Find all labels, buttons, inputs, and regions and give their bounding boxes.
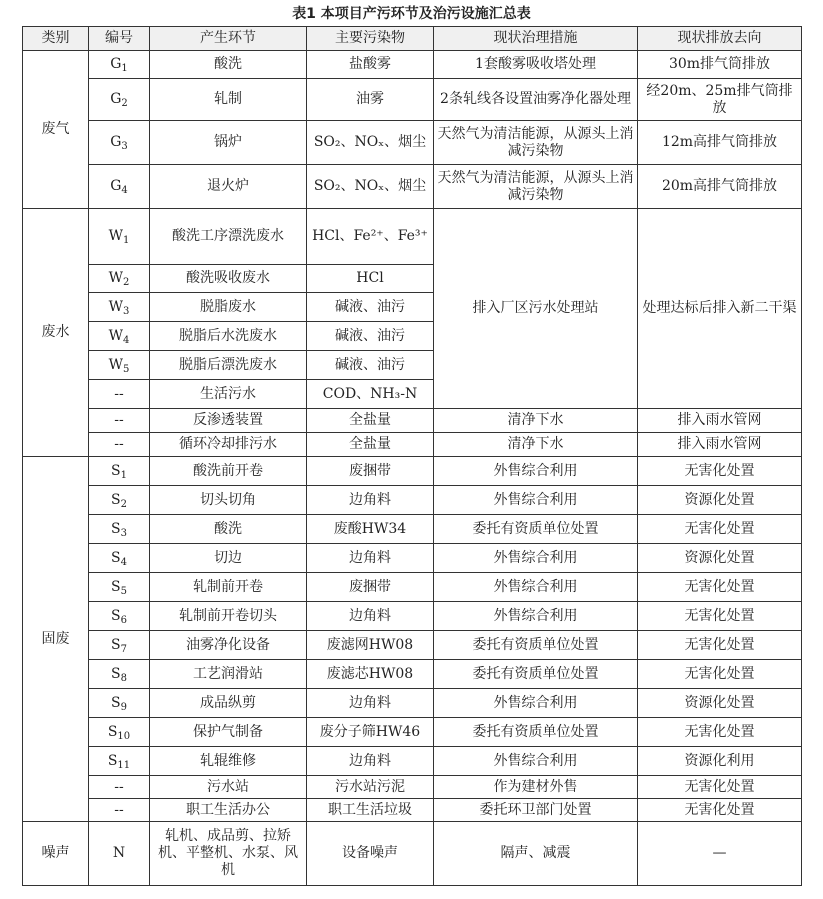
- code-cell: $G_4$: [89, 165, 150, 209]
- table-row: [23, 776, 802, 799]
- pollutant-cell: 废滤网HW08: [307, 631, 434, 660]
- pollutant-cell: 边角料: [307, 747, 434, 776]
- code-cell: $W_5$: [89, 351, 150, 380]
- code-cell: $G_1$: [89, 51, 150, 79]
- pollutant-cell: 废滤芯HW08: [307, 660, 434, 689]
- stage-cell: 轧制前开卷切头: [150, 602, 307, 631]
- measure-cell: 天然气为清洁能源，从源头上消减污染物: [434, 165, 638, 209]
- discharge-cell: 30m排气筒排放: [638, 51, 802, 79]
- pollution-summary-table: [22, 26, 802, 886]
- stage-cell: 反渗透装置: [150, 409, 307, 433]
- discharge-cell: 排入雨水管网: [638, 409, 802, 433]
- code-cell: $S_4$: [89, 544, 150, 573]
- code-cell: $S_9$: [89, 689, 150, 718]
- header-stage: 产生环节: [150, 27, 307, 51]
- header-pollutant: 主要污染物: [307, 27, 434, 51]
- stage-cell: 锅炉: [150, 121, 307, 165]
- table-row: [23, 457, 802, 486]
- pollutant-cell: 全盐量: [307, 409, 434, 433]
- code-cell: --: [89, 380, 150, 409]
- stage-cell: 酸洗工序漂洗废水: [150, 209, 307, 265]
- measure-cell: 委托有资质单位处置: [434, 631, 638, 660]
- table-row: [23, 433, 802, 457]
- pollutant-cell: 碱液、油污: [307, 322, 434, 351]
- table-row: [23, 799, 802, 822]
- measure-cell: 清净下水: [434, 433, 638, 457]
- stage-cell: 生活污水: [150, 380, 307, 409]
- pollutant-cell: 油雾: [307, 79, 434, 121]
- table-row: [23, 51, 802, 79]
- stage-cell: 脱脂后水洗废水: [150, 322, 307, 351]
- code-cell: $W_1$: [89, 209, 150, 265]
- stage-cell: 酸洗: [150, 515, 307, 544]
- measure-cell: 清净下水: [434, 409, 638, 433]
- category-cell-water: 废水: [23, 209, 89, 457]
- stage-cell: 酸洗吸收废水: [150, 265, 307, 293]
- measure-cell: 外售综合利用: [434, 544, 638, 573]
- header-discharge: 现状排放去向: [638, 27, 802, 51]
- code-cell: $W_4$: [89, 322, 150, 351]
- table-row: [23, 718, 802, 747]
- table-row: [23, 121, 802, 165]
- pollutant-cell: 碱液、油污: [307, 293, 434, 322]
- table-row: [23, 79, 802, 121]
- code-cell: $S_1$: [89, 457, 150, 486]
- measure-cell: 作为建材外售: [434, 776, 638, 799]
- code-cell: $S_8$: [89, 660, 150, 689]
- pollutant-cell: 废捆带: [307, 573, 434, 602]
- table-caption: 表1 本项目产污环节及治污设施汇总表: [292, 6, 531, 22]
- header-category: 类别: [23, 27, 89, 51]
- discharge-cell: 无害化处置: [638, 776, 802, 799]
- discharge-cell: 无害化处置: [638, 457, 802, 486]
- measure-cell: 外售综合利用: [434, 602, 638, 631]
- code-cell: $S_7$: [89, 631, 150, 660]
- pollutant-cell: 废捆带: [307, 457, 434, 486]
- table-row: [23, 573, 802, 602]
- pollutant-cell: 污水站污泥: [307, 776, 434, 799]
- code-cell: --: [89, 776, 150, 799]
- code-cell: $G_3$: [89, 121, 150, 165]
- discharge-cell: 经20m、25m排气筒排放: [638, 79, 802, 121]
- discharge-cell: 无害化处置: [638, 799, 802, 822]
- table-row: [23, 209, 802, 265]
- stage-cell: 脱脂后漂洗废水: [150, 351, 307, 380]
- table-row: [23, 515, 802, 544]
- header-code: 编号: [89, 27, 150, 51]
- code-cell: $S_6$: [89, 602, 150, 631]
- code-cell: $S_{11}$: [89, 747, 150, 776]
- table-row: [23, 631, 802, 660]
- measure-cell: 天然气为清洁能源，从源头上消减污染物: [434, 121, 638, 165]
- pollutant-cell: 边角料: [307, 544, 434, 573]
- stage-cell: 职工生活办公: [150, 799, 307, 822]
- table-row: [23, 165, 802, 209]
- category-cell-solid: 固废: [23, 457, 89, 822]
- category-cell-gas: 废气: [23, 51, 89, 209]
- discharge-cell: 12m高排气筒排放: [638, 121, 802, 165]
- discharge-cell: 无害化处置: [638, 660, 802, 689]
- pollutant-cell: HCl: [307, 265, 434, 293]
- discharge-cell: 无害化处置: [638, 631, 802, 660]
- table-row: [23, 689, 802, 718]
- stage-cell: 轧制: [150, 79, 307, 121]
- pollutant-cell: 废分子筛HW46: [307, 718, 434, 747]
- measure-cell: 外售综合利用: [434, 486, 638, 515]
- pollutant-cell: 边角料: [307, 486, 434, 515]
- stage-cell: 成品纵剪: [150, 689, 307, 718]
- discharge-cell: —: [638, 822, 802, 886]
- measure-cell: 委托有资质单位处置: [434, 660, 638, 689]
- discharge-cell: 20m高排气筒排放: [638, 165, 802, 209]
- measure-cell: 外售综合利用: [434, 689, 638, 718]
- code-cell: $S_2$: [89, 486, 150, 515]
- stage-cell: 酸洗: [150, 51, 307, 79]
- pollutant-cell: 边角料: [307, 602, 434, 631]
- header-row: [23, 27, 802, 51]
- table-row: [23, 544, 802, 573]
- measure-cell: 外售综合利用: [434, 457, 638, 486]
- measure-cell: 2条轧线各设置油雾净化器处理: [434, 79, 638, 121]
- code-cell: $W_3$: [89, 293, 150, 322]
- discharge-cell: 资源化利用: [638, 747, 802, 776]
- stage-cell: 污水站: [150, 776, 307, 799]
- stage-cell: 切边: [150, 544, 307, 573]
- measure-cell: 委托环卫部门处置: [434, 799, 638, 822]
- stage-cell: 酸洗前开卷: [150, 457, 307, 486]
- table-row: [23, 486, 802, 515]
- table-row: [23, 660, 802, 689]
- code-cell: --: [89, 799, 150, 822]
- measure-cell: 隔声、减震: [434, 822, 638, 886]
- discharge-cell: 无害化处置: [638, 602, 802, 631]
- pollutant-cell: 职工生活垃圾: [307, 799, 434, 822]
- pollutant-cell: 边角料: [307, 689, 434, 718]
- stage-cell: 油雾净化设备: [150, 631, 307, 660]
- stage-cell: 切头切角: [150, 486, 307, 515]
- table-row: [23, 747, 802, 776]
- code-cell: $S_{10}$: [89, 718, 150, 747]
- table-row: [23, 822, 802, 886]
- discharge-cell: 资源化处置: [638, 544, 802, 573]
- pollutant-cell: 碱液、油污: [307, 351, 434, 380]
- stage-cell: 轧辊维修: [150, 747, 307, 776]
- discharge-cell: 资源化处置: [638, 486, 802, 515]
- pollutant-cell: HCl、Fe²⁺、Fe³⁺: [307, 209, 434, 265]
- pollutant-cell: COD、NH₃-N: [307, 380, 434, 409]
- discharge-cell: 无害化处置: [638, 573, 802, 602]
- stage-cell: 轧机、成品剪、拉矫机、平整机、水泵、风机: [150, 822, 307, 886]
- pollutant-cell: 盐酸雾: [307, 51, 434, 79]
- code-cell: $G_2$: [89, 79, 150, 121]
- code-cell: N: [89, 822, 150, 886]
- code-cell: $W_2$: [89, 265, 150, 293]
- pollutant-cell: 废酸HW34: [307, 515, 434, 544]
- measure-cell: 外售综合利用: [434, 747, 638, 776]
- stage-cell: 循环冷却排污水: [150, 433, 307, 457]
- pollutant-cell: SO₂、NOₓ、烟尘: [307, 121, 434, 165]
- stage-cell: 工艺润滑站: [150, 660, 307, 689]
- stage-cell: 保护气制备: [150, 718, 307, 747]
- code-cell: --: [89, 433, 150, 457]
- discharge-cell: 无害化处置: [638, 718, 802, 747]
- category-cell-noise: 噪声: [23, 822, 89, 886]
- pollutant-cell: 设备噪声: [307, 822, 434, 886]
- discharge-cell: 无害化处置: [638, 515, 802, 544]
- measure-cell-merged: 排入厂区污水处理站: [434, 209, 638, 409]
- table-row: [23, 602, 802, 631]
- code-cell: $S_5$: [89, 573, 150, 602]
- stage-cell: 轧制前开卷: [150, 573, 307, 602]
- header-measure: 现状治理措施: [434, 27, 638, 51]
- pollutant-cell: 全盐量: [307, 433, 434, 457]
- stage-cell: 退火炉: [150, 165, 307, 209]
- discharge-cell-merged: 处理达标后排入新二干渠: [638, 209, 802, 409]
- measure-cell: 委托有资质单位处置: [434, 718, 638, 747]
- measure-cell: 1套酸雾吸收塔处理: [434, 51, 638, 79]
- pollutant-cell: SO₂、NOₓ、烟尘: [307, 165, 434, 209]
- code-cell: --: [89, 409, 150, 433]
- code-cell: $S_3$: [89, 515, 150, 544]
- discharge-cell: 排入雨水管网: [638, 433, 802, 457]
- measure-cell: 委托有资质单位处置: [434, 515, 638, 544]
- measure-cell: 外售综合利用: [434, 573, 638, 602]
- discharge-cell: 资源化处置: [638, 689, 802, 718]
- table-row: [23, 409, 802, 433]
- stage-cell: 脱脂废水: [150, 293, 307, 322]
